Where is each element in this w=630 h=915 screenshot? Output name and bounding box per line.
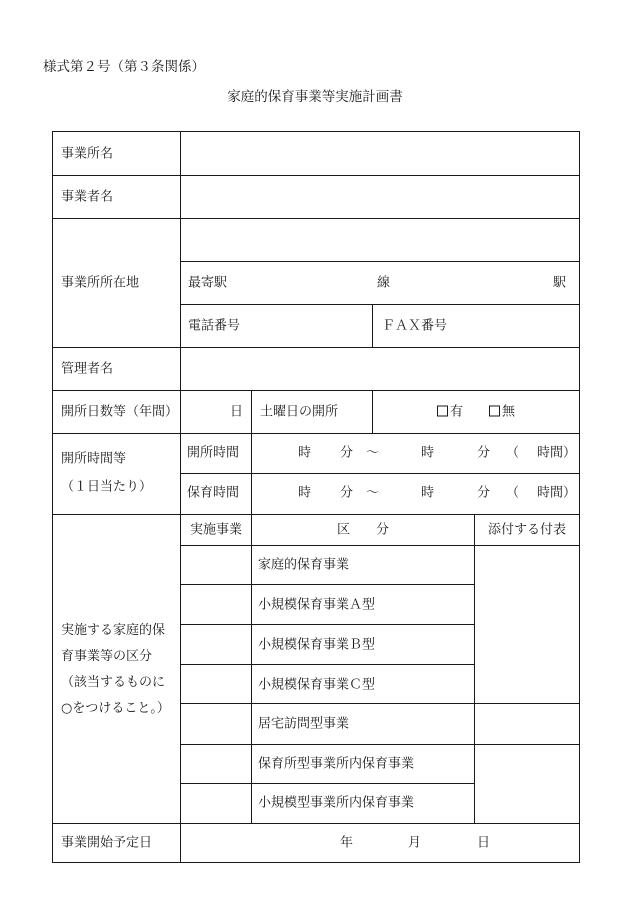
category-item: 小規模型事業所内保育事業 bbox=[258, 795, 415, 811]
saturday-yes-option[interactable] bbox=[437, 406, 463, 419]
category-label-line1: 実施する家庭的保 bbox=[61, 623, 166, 638]
line-label: 線 bbox=[377, 275, 391, 291]
category-item: 家庭的保育事業 bbox=[258, 557, 350, 573]
opening-tilde: ～ bbox=[366, 445, 380, 461]
opening-paren: （ bbox=[506, 445, 520, 461]
station-label: 駅 bbox=[553, 275, 567, 291]
no-checkbox[interactable] bbox=[489, 406, 500, 417]
col-attached-header: 添付する付表 bbox=[487, 522, 567, 538]
care-start-minute: 分 bbox=[340, 485, 354, 501]
start-year-label: 年 bbox=[340, 835, 354, 851]
manager-name-label: 管理者名 bbox=[61, 361, 114, 377]
category-item: 小規模保育事業Ａ型 bbox=[258, 597, 376, 613]
yes-label: 有 bbox=[450, 404, 464, 420]
saturday-open-label: 土曜日の開所 bbox=[260, 404, 339, 420]
start-day-label: 日 bbox=[477, 835, 491, 851]
opening-end-minute: 分 bbox=[477, 445, 491, 461]
category-item: 居宅訪問型事業 bbox=[258, 716, 350, 732]
hours-label-line1: 開所時間等 bbox=[61, 451, 127, 467]
care-end-minute: 分 bbox=[477, 485, 491, 501]
col-implement-header: 実施事業 bbox=[189, 522, 243, 538]
form-number: 様式第２号（第３条関係） bbox=[43, 59, 205, 75]
fax-label: ＦＡＸ番号 bbox=[382, 318, 448, 334]
category-item: 小規模保育事業Ｂ型 bbox=[258, 637, 376, 653]
care-tilde: ～ bbox=[366, 485, 380, 501]
open-days-label: 開所日数等（年間） bbox=[61, 404, 179, 420]
opening-start-hour: 時 bbox=[298, 445, 312, 461]
hours-label-line2: （１日当たり） bbox=[61, 479, 153, 495]
opening-hours-label: 開所時間 bbox=[187, 445, 240, 461]
col-category-header: 区 分 bbox=[336, 522, 390, 538]
nearest-station-label: 最寄駅 bbox=[188, 275, 228, 291]
start-month-label: 月 bbox=[408, 835, 422, 851]
yes-checkbox[interactable] bbox=[437, 406, 448, 417]
no-label: 無 bbox=[502, 404, 516, 420]
opening-total-hours: 時間） bbox=[537, 445, 577, 461]
document-title: 家庭的保育事業等実施計画書 bbox=[227, 89, 403, 105]
care-start-hour: 時 bbox=[298, 485, 312, 501]
care-total-hours: 時間） bbox=[537, 485, 577, 501]
office-location-label: 事業所所在地 bbox=[61, 275, 140, 291]
opening-end-hour: 時 bbox=[421, 445, 435, 461]
category-section-label bbox=[61, 618, 170, 722]
category-item: 小規模保育事業Ｃ型 bbox=[258, 677, 376, 693]
care-end-hour: 時 bbox=[421, 485, 435, 501]
opening-start-minute: 分 bbox=[340, 445, 354, 461]
care-hours-label: 保育時間 bbox=[187, 485, 240, 501]
saturday-no-option[interactable] bbox=[489, 406, 515, 419]
care-paren: （ bbox=[506, 485, 520, 501]
phone-label: 電話番号 bbox=[188, 318, 241, 334]
day-unit-label: 日 bbox=[230, 404, 244, 420]
category-label-line2: 育事業等の区分 bbox=[61, 649, 153, 664]
start-date-label: 事業開始予定日 bbox=[61, 835, 153, 851]
category-item: 保育所型事業所内保育事業 bbox=[258, 756, 415, 772]
operator-name-label: 事業者名 bbox=[61, 189, 114, 205]
category-label-line4: ○をつけること。） bbox=[61, 701, 170, 716]
office-name-label: 事業所名 bbox=[61, 146, 114, 162]
category-label-line3: （該当するものに bbox=[61, 675, 166, 690]
